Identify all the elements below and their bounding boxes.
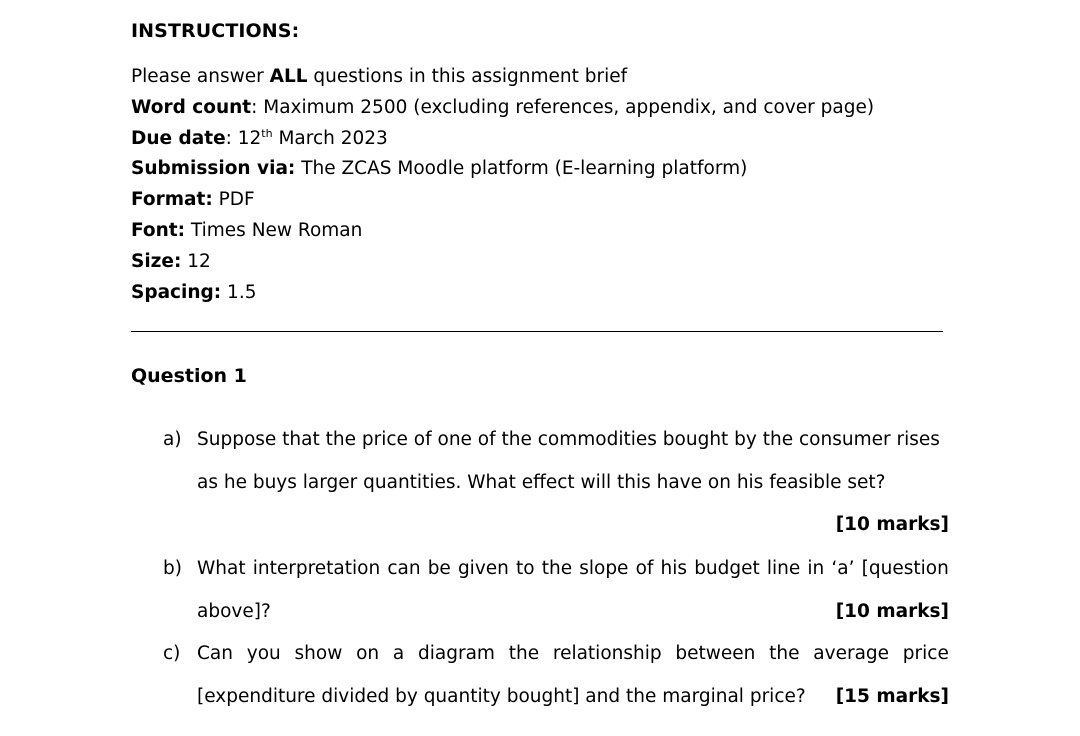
font-label: Font: [131,220,186,241]
question-1-heading: Question 1 [131,365,247,387]
part-a-marks: [10 marks] [835,514,949,535]
question-word: on [356,643,380,664]
question-word: What [197,558,246,579]
question-word: price [902,643,949,664]
answer-all-bold: ALL [269,66,308,87]
instruction-word-count [131,97,874,118]
part-c-line2: [expenditure divided by quantity bought] and the marginal price? [197,686,806,707]
question-word: you [246,643,281,664]
part-a-line2: as he buys larger quantities. What effect will this have on his feasible set? [197,472,886,493]
question-word: be [427,558,451,579]
question-word: to [516,558,535,579]
part-b-marks: [10 marks] [835,601,949,622]
instruction-size [131,251,211,272]
due-date-label: Due date [131,128,226,149]
question-word: his [660,558,688,579]
question-word: of [635,558,654,579]
answer-all-suffix: questions in this assignment brief [307,66,628,87]
question-word: the [769,643,800,664]
format-value: PDF [212,189,255,210]
due-date-sup: th [261,127,273,140]
question-word: the [508,643,540,664]
answer-all-prefix: Please answer [131,66,270,87]
question-word: budget [694,558,760,579]
question-word: interpretation [252,558,381,579]
instruction-submission [131,158,747,179]
format-label: Format: [131,189,213,210]
submission-label: Submission via: [131,158,296,179]
question-word: line [766,558,801,579]
instruction-answer-all [131,66,627,87]
horizontal-divider [131,331,943,332]
question-word: Can [197,643,233,664]
part-c-line1 [197,643,949,664]
part-c-marker: c) [163,643,181,664]
question-word: the [541,558,573,579]
part-a-line1: Suppose that the price of one of the commodities bought by the consumer rises [197,429,940,450]
question-word: given [457,558,509,579]
question-word: average [813,643,890,664]
part-b-marker: b) [163,558,182,579]
part-b-line2: above]? [197,601,271,622]
due-date-value-pre: : 12 [225,128,262,149]
question-word: can [387,558,421,579]
size-label: Size: [131,251,182,272]
instruction-font [131,220,362,241]
spacing-label: Spacing: [131,282,222,303]
instruction-format [131,189,255,210]
question-word: between [675,643,756,664]
question-word: show [294,643,343,664]
spacing-value: 1.5 [221,282,257,303]
part-b-line1 [197,558,949,579]
instructions-heading: INSTRUCTIONS: [131,20,300,42]
instruction-due-date [131,128,388,149]
due-date-value-post: March 2023 [272,128,388,149]
question-word: in [807,558,825,579]
submission-value: The ZCAS Moodle platform (E-learning platform) [295,158,748,179]
font-value: Times New Roman [185,220,363,241]
question-word: a [392,643,405,664]
question-word: slope [579,558,629,579]
size-value: 12 [181,251,211,272]
question-word: [question [861,558,949,579]
word-count-label: Word count [131,97,252,118]
word-count-value: : Maximum 2500 (excluding references, appendix, and cover page) [251,97,875,118]
question-word: relationship [552,643,662,664]
question-word: diagram [418,643,495,664]
part-a-marker: a) [163,429,182,450]
part-c-marks: [15 marks] [835,686,949,707]
instruction-spacing [131,282,256,303]
question-word: ‘a’ [831,558,855,579]
